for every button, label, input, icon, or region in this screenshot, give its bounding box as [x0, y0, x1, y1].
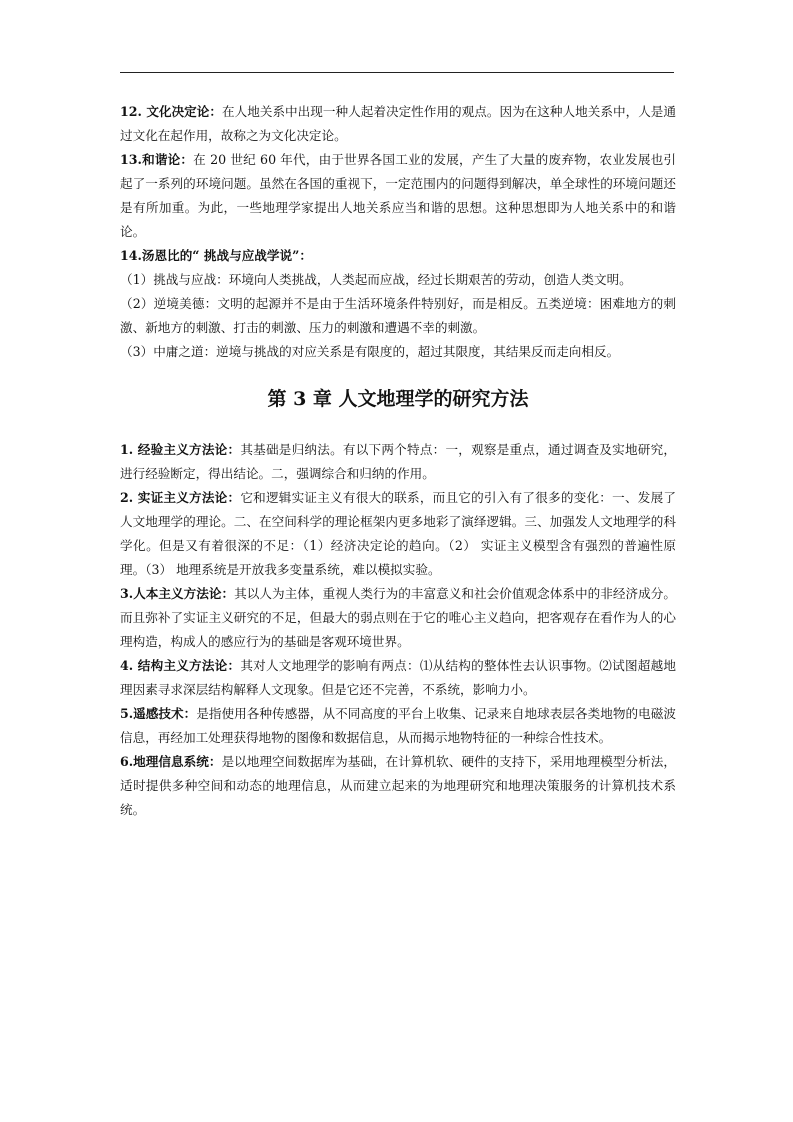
sub-item: （2）逆境美德：文明的起源并不是由于生活环境条件特别好，而是相反。五类逆境：困难地方的刺激、新地方的刺激、打击的刺激、压力的刺激和遭遇不幸的刺激。: [120, 296, 676, 335]
page-content: [120, 100, 676, 822]
paragraph-cultural-determinism: [120, 100, 676, 148]
definition: 其基础是归纳法。有以下两个特点：一，观察是重点，通过调查及实地研究，进行经验断定，得出结论。二，强调综合和归纳的作用。: [120, 442, 676, 481]
paragraph-toynbee-theory: [120, 244, 676, 268]
term: 3.人本主义方法论：: [120, 586, 235, 601]
paragraph-humanism: [120, 582, 676, 654]
paragraph-remote-sensing: [120, 702, 676, 750]
definition: 是以地理空间数据库为基础，在计算机软、硬件的支持下，采用地理模型分析法，适时提供多种空间和动态的地理信息，从而建立起来的为地理研究和地理决策服务的计算机技术系统。: [120, 754, 677, 817]
term: 6.地理信息系统：: [120, 754, 222, 769]
sub-item: （3）中庸之道：逆境与挑战的对应关系是有限度的，超过其限度，其结果反而走向相反。: [120, 344, 620, 359]
paragraph-positivism: [120, 486, 676, 582]
definition: 其以人为主体，重视人类行为的丰富意义和社会价值观念体系中的非经济成分。而且弥补了实证主义研究的不足，但最大的弱点则在于它的唯心主义趋向，把客观存在看作为人的心理构造，构成人的感应行为的基础是客观环境世界。: [120, 586, 676, 649]
sub-item: （1）挑战与应战：环境向人类挑战，人类起而应战，经过长期艰苦的劳动，创造人类文明。: [120, 272, 632, 287]
definition: 它和逻辑实证主义有很大的联系，而且它的引入有了很多的变化：一、发展了人文地理学的理论。二、在空间科学的理论框架内更多地彩了演绎逻辑。三、加强发人文地理学的科学化。但是又有着很深的不足：（1）经济决定论的趋向。（2） 实证主义模型含有强烈的普遍性原理。（3） 地理系统是开放我多变量系统，难以模拟实验。: [120, 490, 676, 577]
term: 14.汤恩比的“ 挑战与应战学说”：: [120, 248, 312, 263]
term: 1. 经验主义方法论：: [120, 442, 241, 457]
term: 5.遥感技术：: [120, 706, 197, 721]
paragraph-structuralism: [120, 654, 676, 702]
definition: 在人地关系中出现一种人起着决定性作用的观点。因为在这种人地关系中，人是通过文化在起作用，故称之为文化决定论。: [120, 104, 677, 143]
paragraph-gis: [120, 750, 676, 822]
paragraph-harmony-theory: [120, 148, 676, 244]
term: 12. 文化决定论：: [120, 104, 222, 119]
term: 2. 实证主义方法论：: [120, 490, 241, 505]
header-rule: [120, 72, 674, 73]
definition: 在 20 世纪 60 年代，由于世界各国工业的发展，产生了大量的废弃物，农业发展也引起了一系列的环境问题。虽然在各国的重视下，一定范围内的问题得到解决，单全球性的环境问题还是有所加重。为此，一些地理学家提出人地关系应当和谐的思想。这种思想即为人地关系中的和谐论。: [120, 152, 676, 239]
term: 4. 结构主义方法论：: [120, 658, 241, 673]
chapter-title: 第 3 章 人文地理学的研究方法: [267, 388, 529, 410]
paragraph-empiricism: [120, 438, 676, 486]
term: 13.和谐论：: [120, 152, 194, 167]
definition: 是指使用各种传感器，从不同高度的平台上收集、记录来自地球表层各类地物的电磁波信息，再经加工处理获得地物的图像和数据信息，从而揭示地物特征的一种综合性技术。: [120, 706, 677, 745]
definition: 其对人文地理学的影响有两点：⑴从结构的整体性去认识事物。⑵试图超越地理因素寻求深层结构解释人文现象。但是它还不完善，不系统，影响力小。: [120, 658, 676, 697]
